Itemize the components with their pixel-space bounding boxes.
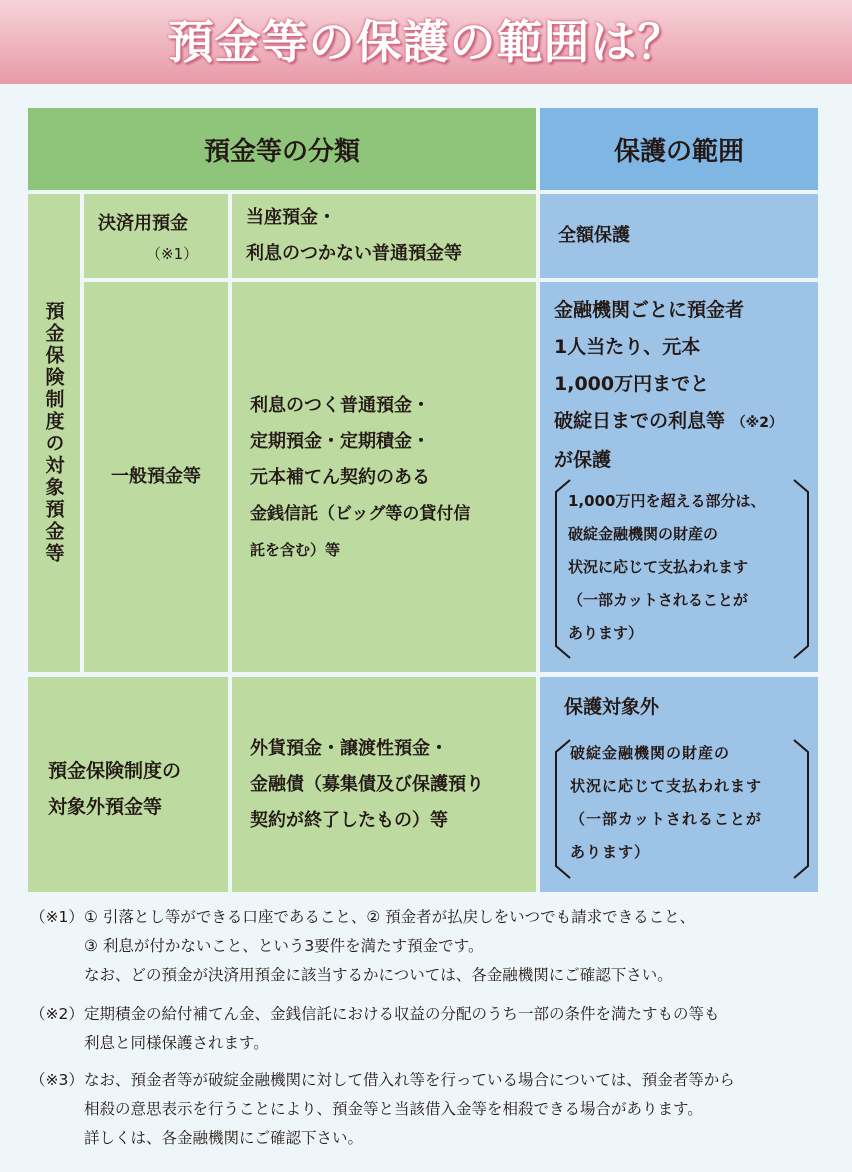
uninsured-name: [28, 677, 228, 892]
bracket-line: あります）: [570, 843, 651, 861]
footnote-line: ③ 利息が付かないこと、という3要件を満たす預金です。: [84, 937, 484, 955]
footnote-label: （※2）: [30, 1005, 84, 1023]
general-item: 定期預金・定期積金・: [250, 431, 430, 452]
general-name: 一般預金等: [84, 282, 228, 672]
insured-label: 預金保険制度の対象預金等: [28, 194, 80, 672]
general-item: 託を含む）等: [250, 541, 341, 559]
general-item: 金銭信託（ビッグ等の貸付信: [250, 504, 471, 524]
bracket-icon: [552, 478, 812, 660]
uninsured-item: 契約が終了したもの）等: [250, 810, 448, 831]
footnote-label: （※3）: [30, 1071, 84, 1089]
footnote-1: [30, 903, 695, 990]
bracket-line: あります）: [568, 624, 644, 642]
uninsured-name-line: 対象外預金等: [48, 796, 163, 818]
general-range-line: 1,000万円までと: [554, 373, 710, 395]
footnote-line: 詳しくは、各金融機関にご確認下さい。: [84, 1129, 364, 1147]
bracket-line: 破綻金融機関の財産の: [568, 525, 719, 543]
bracket-line: 状況に応じて支払われます: [570, 777, 763, 795]
general-items: [232, 282, 536, 672]
settlement-range: 全額保護: [540, 194, 818, 278]
uninsured-item: 金融債（募集債及び保護預り: [250, 774, 484, 795]
footnote-2: [30, 1000, 720, 1058]
bracket-line: （一部カットされることが: [570, 810, 762, 828]
general-range-line: が保護: [554, 449, 612, 471]
header-category: 預金等の分類: [28, 108, 536, 190]
bracket-line: 1,000万円を超える部分は、: [568, 492, 766, 510]
general-range-line: 1人当たり、元本: [554, 336, 701, 358]
uninsured-item: 外貨預金・譲渡性預金・: [250, 738, 448, 759]
bracket-line: 状況に応じて支払われます: [568, 558, 749, 576]
general-range-note: （※2）: [731, 415, 783, 431]
settlement-note: （※1）: [146, 245, 199, 263]
general-range-line: 金融機関ごとに預金者: [554, 299, 745, 321]
footnote-line: なお、どの預金が決済用預金に該当するかについては、各金融機関にご確認下さい。: [84, 966, 673, 984]
settlement-items: [232, 194, 536, 278]
settlement-name-text: 決済用預金: [98, 213, 188, 234]
uninsured-items: [232, 677, 536, 892]
bracket-icon: [552, 738, 812, 880]
footnote-line: 相殺の意思表示を行うことにより、預金等と当該借入金等を相殺できる場合があります。: [84, 1100, 703, 1118]
settlement-name: [84, 194, 228, 278]
footnote-line: ① 引落とし等ができる口座であること、② 預金者が払戻しをいつでも請求できること、: [84, 908, 696, 926]
general-range-line: 破綻日までの利息等: [554, 410, 726, 432]
footnote-3: [30, 1066, 735, 1153]
footnote-label: （※1）: [30, 908, 84, 926]
footnote-line: なお、預金者等が破綻金融機関に対して借入れ等を行っている場合については、預金者等から: [84, 1071, 735, 1089]
settlement-item-2: 利息のつかない普通預金等: [246, 243, 462, 264]
header-range: 保護の範囲: [540, 108, 818, 190]
page-title: 預金等の保護の範囲は？: [167, 15, 685, 69]
footnote-line: 定期積金の給付補てん金、金銭信託における収益の分配のうち一部の条件を満たすもの等も: [84, 1005, 720, 1023]
uninsured-name-line: 預金保険制度の: [48, 760, 182, 782]
general-item: 元本補てん契約のある: [250, 467, 430, 488]
bracket-line: 破綻金融機関の財産の: [570, 744, 731, 762]
footnote-line: 利息と同様保護されます。: [84, 1034, 269, 1052]
bracket-line: （一部カットされることが: [568, 591, 748, 609]
uninsured-range-text: 保護対象外: [564, 696, 660, 718]
settlement-item-1: 当座預金・: [246, 207, 336, 228]
general-item: 利息のつく普通預金・: [250, 395, 430, 416]
